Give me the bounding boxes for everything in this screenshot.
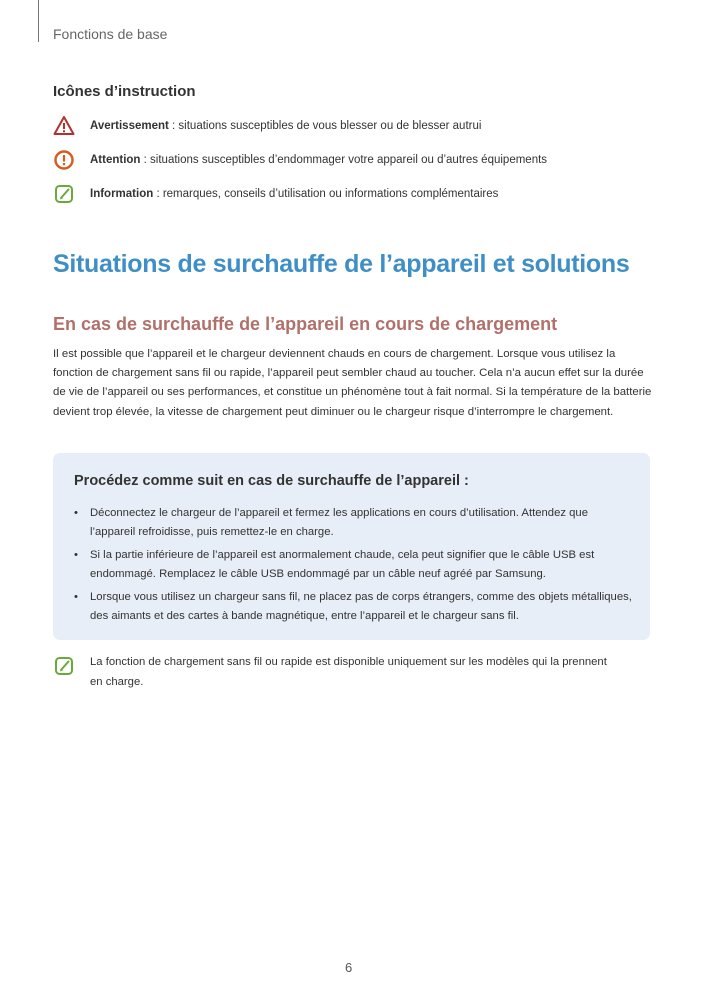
information-legend-row [53, 183, 498, 205]
caution-label: Attention [90, 154, 141, 166]
header-divider [38, 0, 39, 42]
note-box-heading: Procédez comme suit en cas de surchauffe de l’appareil : [74, 473, 469, 489]
warning-label: Avertissement [90, 120, 169, 132]
list-item [74, 504, 634, 542]
list-item-text: Déconnectez le chargeur de l’appareil et fermez les applications en cours d’utilisation. Attendez que l’appareil refroidisse, puis remettez-le en charge. [90, 507, 588, 538]
warning-description: : situations susceptibles de vous blesser ou de blesser autrui [168, 120, 482, 132]
overheating-steps-list [74, 504, 634, 630]
list-item-text: Si la partie inférieure de l’appareil est anormalement chaude, cela peut signifier que le câble USB est endommagé. Remplacez le câble USB endommagé par un câble neuf agréé par Samsung. [90, 549, 595, 580]
body-paragraph: Il est possible que l’appareil et le chargeur deviennent chauds en cours de chargement. Lorsque vous utilisez la fonction de chargement sans fil ou rapide, l’appareil peut sembler chaud au toucher. Cela n’a aucun effet sur la durée de vie de l’appareil ou ses performances, et constitue un phénomène tout à fait normal. Si la température de la batterie devient trop élevée, la vitesse de chargement peut diminuer ou le chargeur risque d’interrompre le chargement. [53, 348, 652, 418]
information-note-icon [53, 655, 75, 677]
warning-legend-text [90, 120, 481, 132]
page-number: 6 [345, 960, 353, 975]
caution-legend-row [53, 149, 547, 171]
overheating-steps-box [53, 453, 650, 640]
caution-exclamation-icon [53, 149, 75, 171]
caution-description: : situations susceptibles d’endommager votre appareil ou d’autres équipements [140, 154, 548, 166]
information-legend-text [90, 188, 498, 200]
list-item [74, 588, 634, 626]
list-item [74, 546, 634, 584]
bullet-dot: • [74, 591, 78, 603]
warning-triangle-icon [53, 115, 75, 137]
page-title: Situations de surchauffe de l’appareil et solutions [53, 250, 630, 278]
bullet-dot: • [74, 549, 78, 561]
section-header: Fonctions de base [53, 26, 168, 42]
instruction-icons-title: Icônes d’instruction [53, 83, 196, 100]
information-note [53, 653, 610, 692]
list-item-text: Lorsque vous utilisez un chargeur sans fil, ne placez pas de corps étrangers, comme des objets métalliques, des aimants et des cartes à bande magnétique, entre l’appareil et le chargeur sans fil. [90, 591, 632, 622]
information-note-text: La fonction de chargement sans fil ou rapide est disponible uniquement sur les modèles qui la prennent en charge. [90, 656, 607, 688]
caution-legend-text [90, 154, 547, 166]
warning-legend-row [53, 115, 481, 137]
information-label: Information [90, 188, 154, 200]
section-subtitle: En cas de surchauffe de l’appareil en cours de chargement [53, 314, 558, 334]
information-note-icon [53, 183, 75, 205]
bullet-dot: • [74, 507, 78, 519]
information-description: : remarques, conseils d’utilisation ou informations complémentaires [153, 188, 499, 200]
